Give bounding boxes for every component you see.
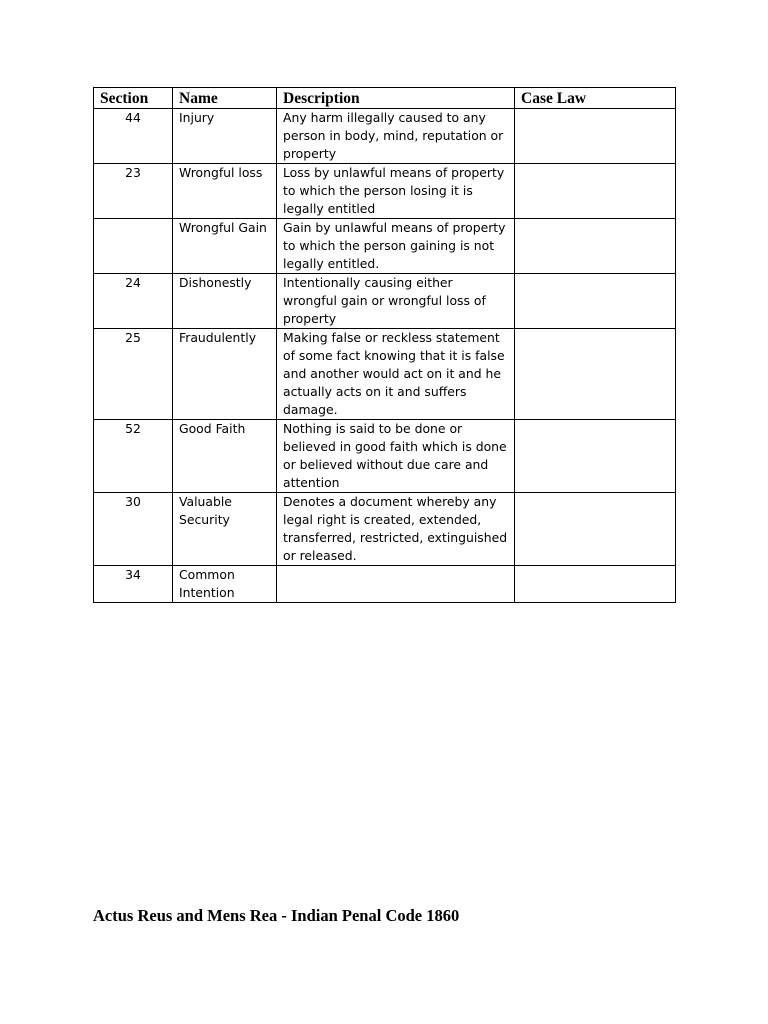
ipc-sections-table: [93, 87, 676, 603]
cell-name: Good Faith: [173, 420, 277, 493]
cell-description: Gain by unlawful means of property to which the person gaining is not legally entitled.: [277, 219, 515, 274]
table-row: [94, 274, 676, 329]
cell-description: [277, 566, 515, 603]
cell-name: Common Intention: [173, 566, 277, 603]
header-description: Description: [277, 88, 515, 109]
table-row: [94, 219, 676, 274]
header-case-law: Case Law: [515, 88, 676, 109]
header-section: Section: [94, 88, 173, 109]
cell-case-law: [515, 420, 676, 493]
cell-case-law: [515, 219, 676, 274]
cell-description: Intentionally causing either wrongful gain or wrongful loss of property: [277, 274, 515, 329]
cell-name: Wrongful Gain: [173, 219, 277, 274]
table-row: [94, 493, 676, 566]
table-row: [94, 566, 676, 603]
cell-section: 25: [94, 329, 173, 420]
cell-description: Loss by unlawful means of property to which the person losing it is legally entitled: [277, 164, 515, 219]
cell-section: 30: [94, 493, 173, 566]
cell-case-law: [515, 274, 676, 329]
cell-section: [94, 219, 173, 274]
cell-section: 34: [94, 566, 173, 603]
cell-name: Valuable Security: [173, 493, 277, 566]
cell-case-law: [515, 109, 676, 164]
cell-description: Making false or reckless statement of some fact knowing that it is false and another would act on it and he actually acts on it and suffers damage.: [277, 329, 515, 420]
cell-case-law: [515, 164, 676, 219]
cell-description: Any harm illegally caused to any person in body, mind, reputation or property: [277, 109, 515, 164]
document-footer-title: Actus Reus and Mens Rea - Indian Penal Code 1860: [93, 906, 460, 925]
cell-case-law: [515, 566, 676, 603]
cell-case-law: [515, 493, 676, 566]
cell-name: Injury: [173, 109, 277, 164]
cell-description: Nothing is said to be done or believed in good faith which is done or believed without due care and attention: [277, 420, 515, 493]
cell-name: Wrongful loss: [173, 164, 277, 219]
header-name: Name: [173, 88, 277, 109]
cell-section: 44: [94, 109, 173, 164]
table-row: [94, 109, 676, 164]
table-row: [94, 329, 676, 420]
cell-description: Denotes a document whereby any legal right is created, extended, transferred, restricted, extinguished or released.: [277, 493, 515, 566]
cell-case-law: [515, 329, 676, 420]
cell-section: 24: [94, 274, 173, 329]
table-row: [94, 164, 676, 219]
cell-section: 23: [94, 164, 173, 219]
cell-section: 52: [94, 420, 173, 493]
cell-name: Fraudulently: [173, 329, 277, 420]
table-row: [94, 420, 676, 493]
cell-name: Dishonestly: [173, 274, 277, 329]
table-header-row: [94, 88, 676, 109]
